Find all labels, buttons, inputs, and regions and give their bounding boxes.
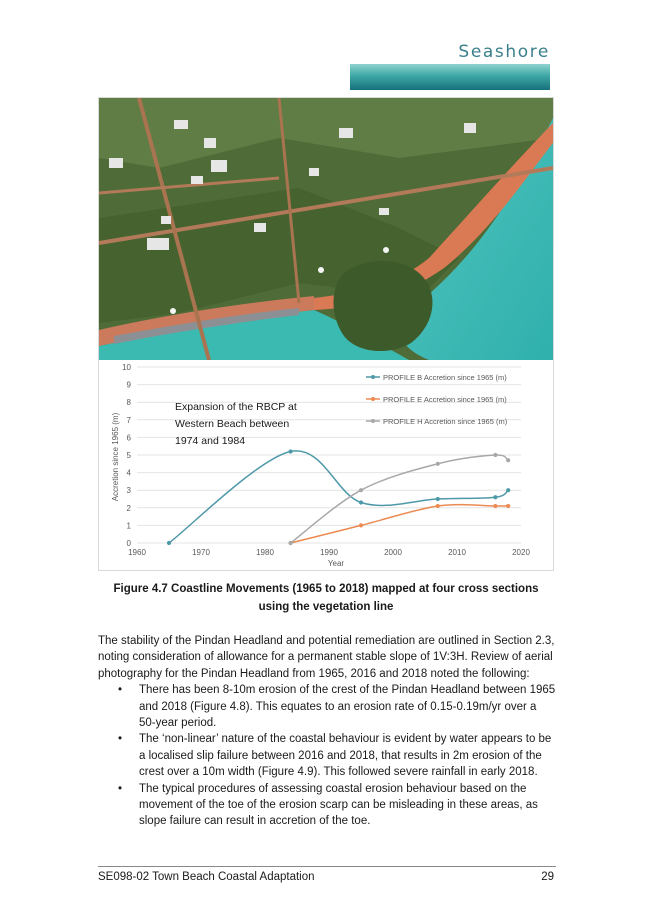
data-point <box>436 497 440 501</box>
list-item <box>98 781 556 830</box>
y-axis-label: Accretion since 1965 (m) <box>111 412 120 502</box>
chart-axes <box>122 363 530 557</box>
data-point <box>359 500 363 504</box>
data-point <box>493 504 497 508</box>
x-tick-label: 2000 <box>384 548 402 557</box>
data-point <box>436 504 440 508</box>
y-tick-label: 7 <box>126 415 131 425</box>
aerial-photo <box>99 98 553 360</box>
list-item-text: The typical procedures of assessing coastal erosion behaviour based on the movement of the toe of the erosion scarp can be misleading in these areas, as slope failure can result in accretion of the toe. <box>139 782 538 828</box>
legend-label: PROFILE H Accretion since 1965 (m) <box>383 417 508 426</box>
chart-gridlines <box>137 367 521 543</box>
annotation-line: Western Beach between <box>175 418 290 430</box>
chart-legend <box>366 373 508 426</box>
bullet-icon: • <box>118 782 123 795</box>
footer-document-title: SE098-02 Town Beach Coastal Adaptation <box>98 871 315 883</box>
page-number: 29 <box>541 871 554 883</box>
list-item <box>98 731 556 780</box>
x-tick-label: 2010 <box>448 548 466 557</box>
chart-annotation <box>175 401 297 447</box>
intro-paragraph: The stability of the Pindan Headland and potential remediation are outlined in Section 2.3, noting consideration of allowance for a permanent stable slope of 1V:3H. Review of aerial photography for the Pindan Headland from 1965, 2016 and 2018 noted the following: <box>98 635 555 680</box>
list-item <box>98 682 556 731</box>
x-tick-label: 1990 <box>320 548 338 557</box>
body-section <box>98 633 556 830</box>
figure-caption: Figure 4.7 Coastline Movements (1965 to 2018) mapped at four cross sections using the vegetation line <box>113 583 539 613</box>
y-tick-label: 6 <box>126 433 131 443</box>
logo-text: Seashore <box>458 42 550 62</box>
legend-marker <box>371 419 375 423</box>
company-logo <box>350 40 550 92</box>
bullet-icon: • <box>118 733 123 746</box>
annotation-line: 1974 and 1984 <box>175 435 246 447</box>
bullet-icon: • <box>118 684 123 697</box>
annotation-line: Expansion of the RBCP at <box>175 401 297 413</box>
figure-container <box>98 97 554 571</box>
data-point <box>167 541 171 545</box>
data-point <box>493 495 497 499</box>
y-tick-label: 2 <box>126 503 131 513</box>
y-tick-label: 5 <box>126 451 131 460</box>
y-tick-label: 9 <box>126 380 131 390</box>
y-tick-label: 1 <box>126 521 131 531</box>
y-tick-label: 4 <box>126 468 131 478</box>
legend-label: PROFILE B Accretion since 1965 (m) <box>383 373 507 382</box>
data-point <box>289 449 293 453</box>
legend-marker <box>371 375 375 379</box>
data-point <box>359 488 363 492</box>
y-tick-label: 3 <box>126 486 131 496</box>
findings-list <box>98 682 556 830</box>
list-item-text: The ‘non-linear’ nature of the coastal behaviour is evident by water appears to be a localised slip failure between 2016 and 2018, that results in 2m erosion of the crest over a 10m width (Figure 4.9). This followed severe rainfall in early 2018. <box>139 733 552 779</box>
legend-label: PROFILE E Accretion since 1965 (m) <box>383 395 507 404</box>
list-item-text: There has been 8-10m erosion of the crest of the Pindan Headland between 1965 and 2018 (Figure 4.8). This equates to an erosion rate of 0.15-0.19m/yr over a 50-year period. <box>139 684 556 730</box>
chart-series <box>167 449 510 545</box>
data-point <box>289 541 293 545</box>
x-tick-label: 1960 <box>128 548 146 557</box>
x-tick-label: 1970 <box>192 548 210 557</box>
logo-wave-band <box>350 64 550 90</box>
series-line <box>291 505 509 543</box>
y-tick-label: 8 <box>126 398 131 408</box>
data-point <box>506 504 510 508</box>
data-point <box>359 523 363 527</box>
data-point <box>436 462 440 466</box>
series-line <box>169 451 508 543</box>
y-tick-label: 0 <box>126 539 131 548</box>
y-tick-label: 10 <box>122 363 131 372</box>
accretion-chart <box>99 360 553 570</box>
legend-marker <box>371 397 375 401</box>
data-point <box>506 488 510 492</box>
x-tick-label: 1980 <box>256 548 274 557</box>
footer-divider <box>98 866 556 867</box>
x-axis-label: Year <box>327 559 345 568</box>
data-point <box>506 458 510 462</box>
x-tick-label: 2020 <box>512 548 530 557</box>
data-point <box>493 453 497 457</box>
